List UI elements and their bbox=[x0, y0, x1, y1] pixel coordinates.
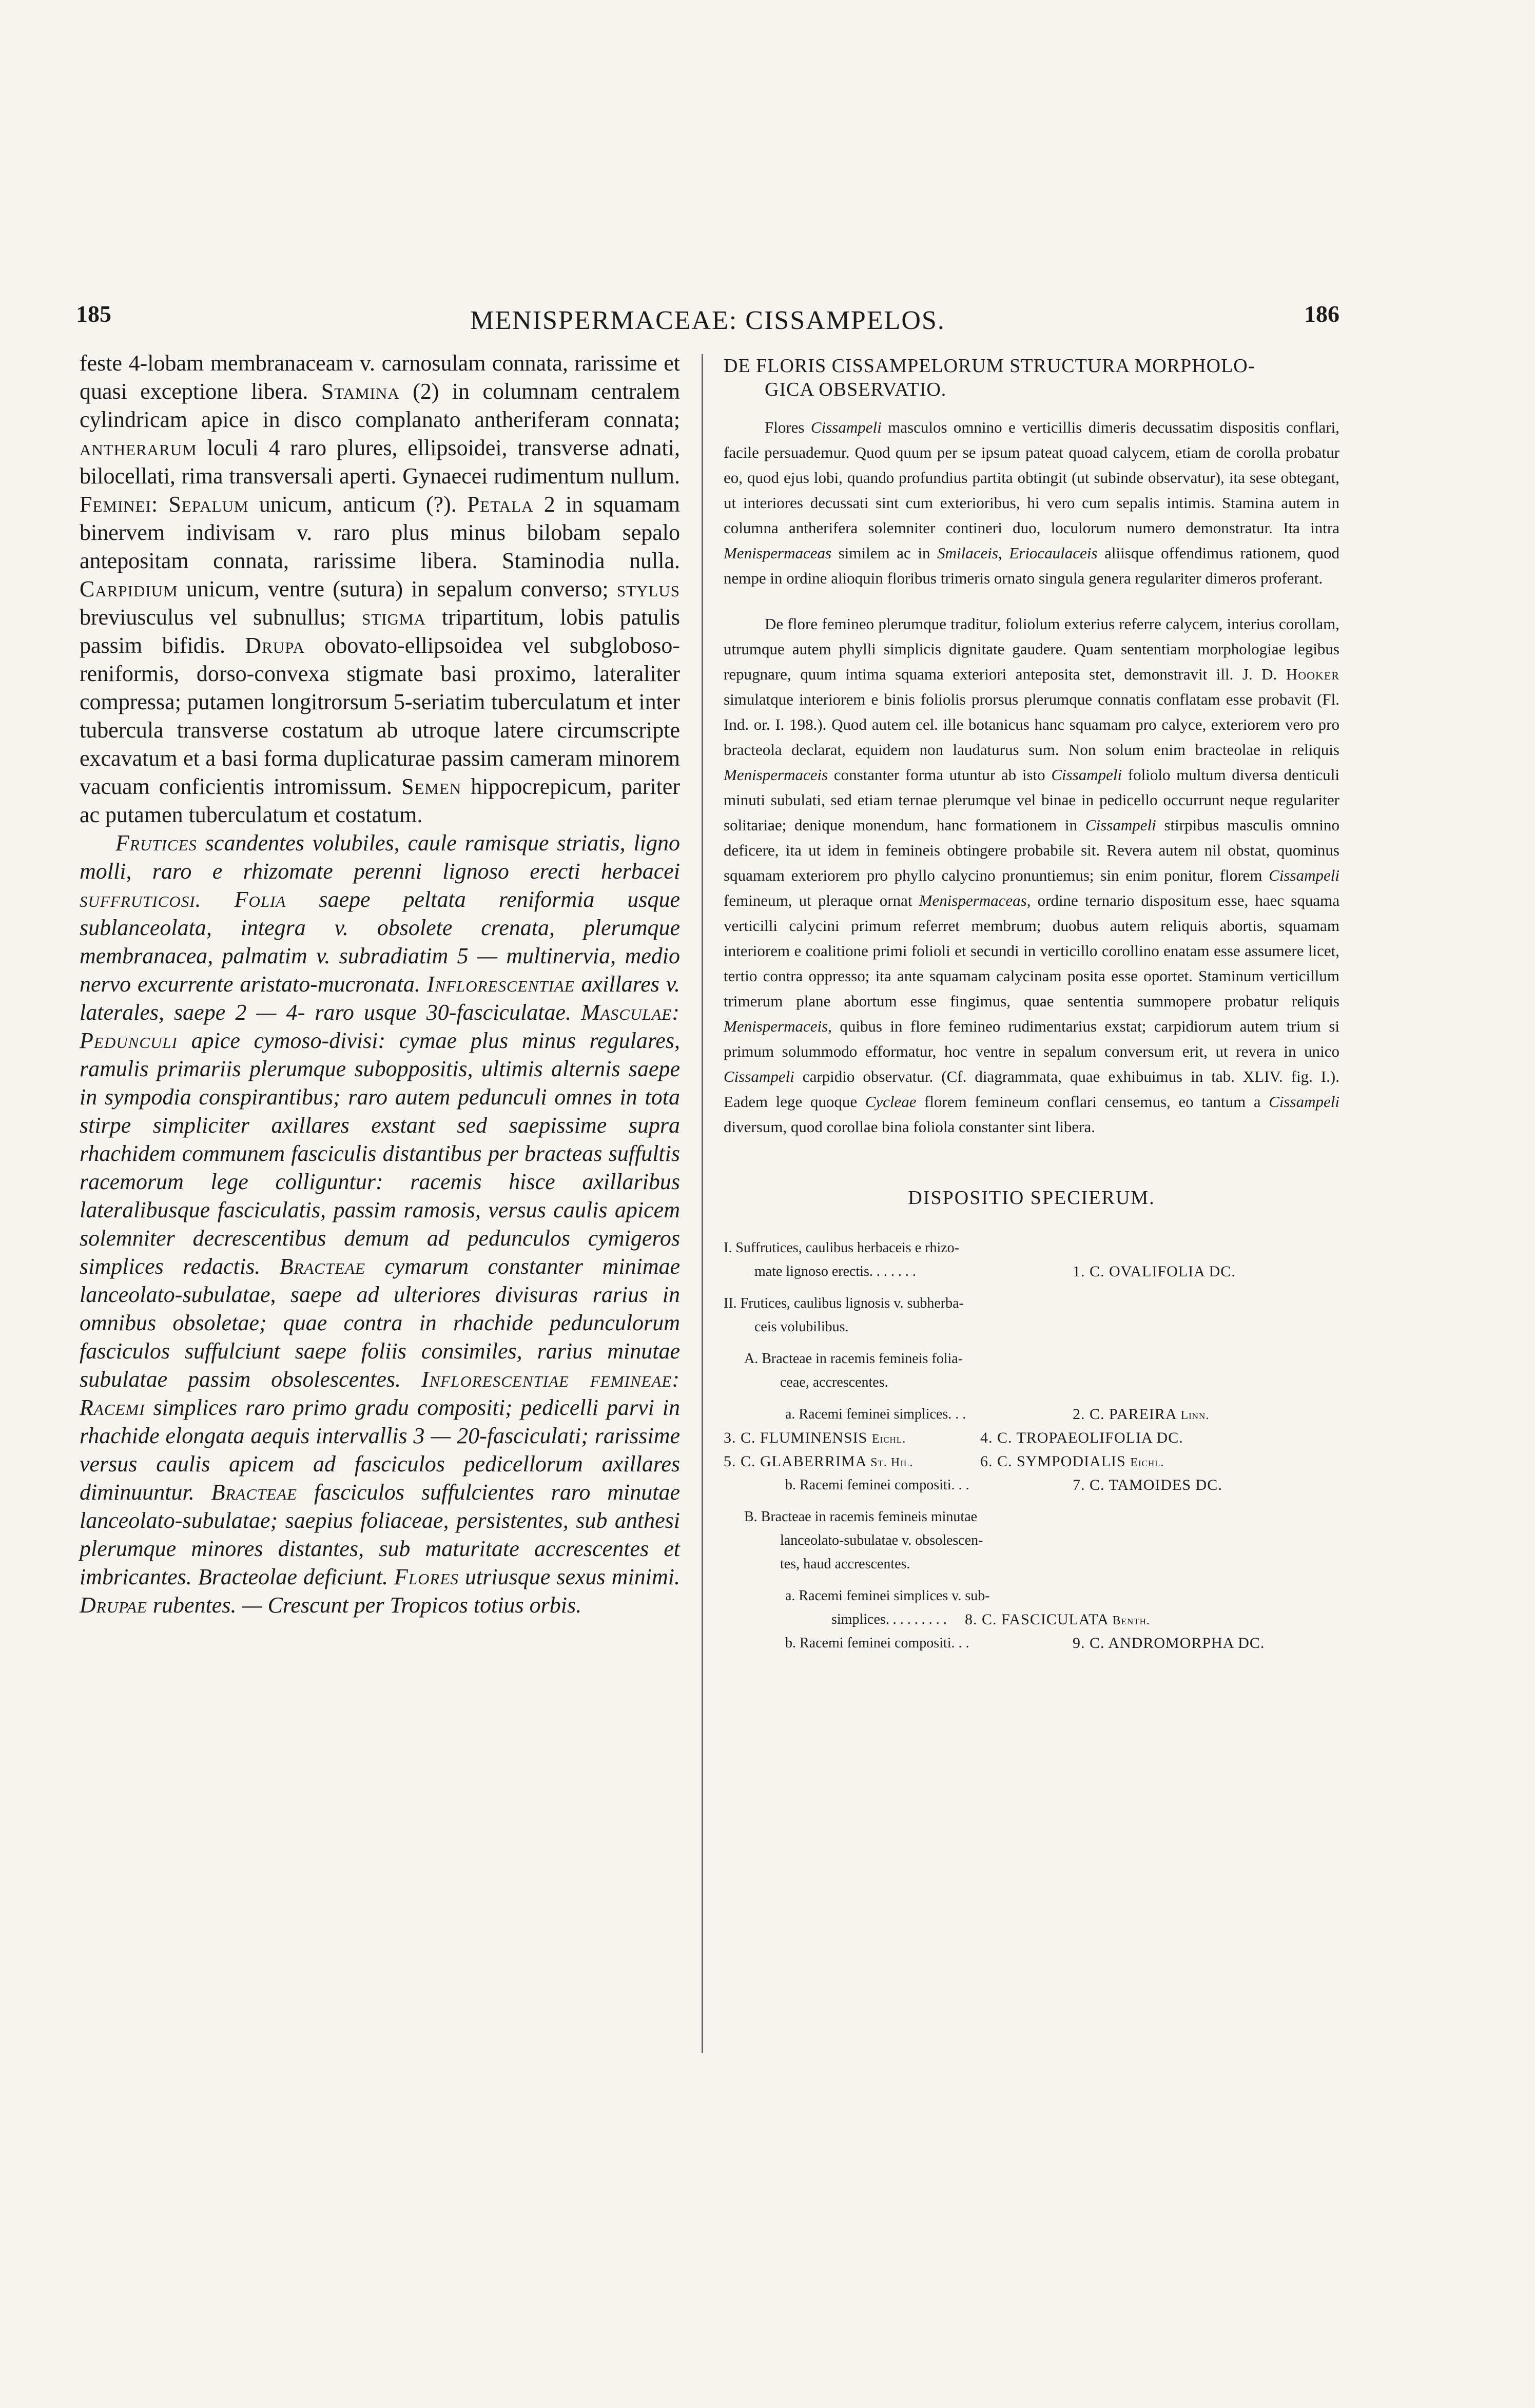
key-lead-B: B. Bracteae in racemis femineis minutae bbox=[744, 1509, 978, 1525]
right-column bbox=[724, 354, 1339, 1655]
species-key bbox=[724, 1236, 1339, 1655]
key-lead-Bb: b. Racemi feminei compositi. . . 9. C. ANDROMORPHA DC. bbox=[724, 1632, 1339, 1655]
key-lead-B-cont1: lanceolato-subulatae v. obsolescen- bbox=[780, 1532, 983, 1548]
key-lead-B-cont2: tes, haud accrescentes. bbox=[780, 1556, 910, 1572]
section-title: DE FLORIS CISSAMPELORUM STRUCTURA MORPHOLO- GICA OBSERVATIO. bbox=[724, 355, 1255, 400]
male-flower-paragraph: Flores Cissampeli masculos omnino e verticillis dimeris decussatim dispositis conflari, facile persuademur. Quod quum per se ipsum pateat quoad calycem, etiam de corolla probatur eo, quod ejus lobi, quando profundius partita obtingit (ut subinde observatur), ita sese obtegant, ut interiores decussati sint cum exterioribus, hi vero cum sepalis intimis. Stamina autem in columna antherifera solemniter contineri duo, loculorum numero demonstratur. Ita intra Menispermaceas similem ac in Smilaceis, Eriocaulaceis aliisque offendimus rationem, quod nempe in ordine alioquin floribus trimeris ornato singula genera regulariter dimeros proferant. bbox=[724, 418, 1340, 587]
column-divider bbox=[702, 354, 703, 2053]
species-key-title: DISPOSITIO SPECIERUM. bbox=[908, 1187, 1155, 1209]
species-3: 3. C. FLUMINENSIS Eichl. bbox=[724, 1429, 906, 1446]
species-4: 4. C. TROPAEOLIFOLIA DC. bbox=[980, 1429, 1183, 1446]
page-number-right: 186 bbox=[1304, 301, 1339, 327]
habit-description-paragraph: Frutices scandentes volubiles, caule ramisque striatis, ligno molli, raro e rhizomate perenni lignoso erecti herbacei suffruticosi. Folia saepe peltata reniformia usque sublanceolata, integra v. obsolete crenata, plerumque membranacea, palmatim v. subradiatim 5 — multinervia, medio nervo excurrente aristato-mucronata. Inflorescentiae axillares v. laterales, saepe 2 — 4- raro usque 30-fasciculatae. Masculae: Pedunculi apice cymoso-divisi: cymae plus minus regulares, ramulis primariis plerumque suboppositis, ultimis alternis saepe in sympodia conspirantibus; raro autem pedunculi omnes in tota stirpe simpliciter axillares exstant sed saepissime supra rhachidem communem fasciculis distantibus per bracteas suffultis racemorum lege colliguntur: racemis hisce axillaribus lateralibusque fasciculatis, passim ramosis, versus caulis apicem solemniter decrescentibus demum ad pedunculos cymigeros simplices redactis. Bracteae cymarum constanter minimae lanceolato-subulatae, saepe ad ulteriores divisuras rarius in omnibus obsoletae; quae contra in rhachide pedunculorum fasciculos suffulciunt saepe foliis consimiles, rarius minutae subulatae passim obsolescentes. Inflorescentiae femineae: Racemi simplices raro primo gradu compositi; pedicelli parvi in rhachide elongata aequis intervallis 3 — 20-fasciculati; rarissime versus caulis apicem ad fasciculos pedicellorum axillares diminuuntur. Bracteae fasciculos suffulcientes raro minutae lanceolato-subulatae; saepius foliaceae, persistentes, sub anthesi plerumque minores distantes, sub maturitate accrescentes et imbricantes. Bracteolae deficiunt. Flores utriusque sexus minimi. Drupae rubentes. — Crescunt per Tropicos totius orbis. bbox=[80, 830, 681, 1618]
key-lead-II: II. Frutices, caulibus lignosis v. subherba- bbox=[724, 1295, 964, 1311]
key-lead-Ba: a. Racemi feminei simplices v. sub- bbox=[785, 1588, 990, 1604]
female-flower-paragraph: De flore femineo plerumque traditur, foliolum exterius referre calycem, interius corollam, utrumque autem phylli simplicis dignitate gaudere. Quam sententiam morphologiae legibus repugnare, quum intima squama exteriori anteposita stet, demonstravit ill. J. D. Hooker simulatque interiorem e binis foliolis prorsus plerumque connatis conflatam esse probavit (Fl. Ind. or. I. 198.). Quod autem cel. ille botanicus hanc squamam pro calyce, exteriorem vero pro bracteola declarat, equidem non laudaturus sum. Non solum enim bracteolae in reliquis Menispermaceis constanter forma utuntur ab isto Cissampeli foliolo multum diversa denticuli minuti subulati, sed etiam ternae plerumque vel binae in pedicello occurrunt neque regulariter solitariae; denique monendum, hanc formationem in Cissampeli stirpibus masculis omnino deficere, ita ut idem in femineis obtingere probabile sit. Revera autem nil obstat, quominus squamam exteriorem pro phyllo calycino pronuntiemus; sin enim ponitur, florem Cissampeli femineum, ut pleraque ornat Menispermaceas, ordine ternario dispositum esse, haec squama verticilli calycini primum referret membrum; duobus autem reliquis abortis, squamam interiorem e coalitione primi folioli et secundi in verticillo corollino enatam esse assumere licet, tertio contra oppresso; ita ante squamam calycinam posita esse oportet. Staminum verticillum trimerum plane abortum esse fingimus, quae sententia summopere probatur reliquis Menispermaceis, quibus in flore femineo rudimentarius exstat; carpidiorum autem trium si primum solummodo efformatur, hoc ventre in sepalum conversum erit, ut revera in unico Cissampeli carpidio observatur. (Cf. diagrammata, quae exhibuimus in tab. XLIV. fig. I.). Eadem lege quoque Cycleae florem femineum conflari censemus, eo tantum a Cissampeli diversum, quod corollae bina foliola constanter sint libera. bbox=[724, 615, 1340, 1136]
species-6: 6. C. SYMPODIALIS Eichl. bbox=[980, 1453, 1164, 1470]
key-lead-Aa: a. Racemi feminei simplices. . . 2. C. PAREIRA Linn. bbox=[724, 1403, 1339, 1426]
species-8: 8. C. FASCICULATA Benth. bbox=[965, 1611, 1150, 1628]
species-9: 9. C. ANDROMORPHA DC. bbox=[1073, 1635, 1265, 1652]
key-lead-Ab: b. Racemi feminei compositi. . . 7. C. TAMOIDES DC. bbox=[724, 1473, 1339, 1497]
key-lead-I: I. Suffrutices, caulibus herbaceis e rhizo- bbox=[724, 1240, 959, 1256]
key-species-row-5-6 bbox=[724, 1450, 1339, 1473]
key-species-row-3-4 bbox=[724, 1426, 1339, 1450]
species-1: 1. C. OVALIFOLIA DC. bbox=[1073, 1263, 1236, 1280]
key-lead-Ba-cont: simplices. . . . . . . . . 8. C. FASCICULATA Benth. bbox=[724, 1608, 1339, 1632]
page-number-left: 185 bbox=[76, 301, 111, 327]
running-title: MENISPERMACEAE: CISSAMPELOS. bbox=[470, 306, 945, 335]
species-2: 2. C. PAREIRA Linn. bbox=[1073, 1406, 1210, 1423]
species-5: 5. C. GLABERRIMA St. Hil. bbox=[724, 1453, 914, 1470]
genus-description-paragraph: feste 4-lobam membranaceam v. carnosulam connata, rarissime et quasi exceptione libera. Stamina (2) in columnam centralem cylindricam apice in disco complanato antheriferam connata; antherarum loculi 4 raro plures, ellipsoidei, transverse adnati, bilocellati, rima transversali aperti. Gynaecei rudimentum nullum. Feminei: Sepalum unicum, anticum (?). Petala 2 in squamam binervem indivisam v. raro plus minus bilobam sepalo antepositam connata, rarissime libera. Staminodia nulla. Carpidium unicum, ventre (sutura) in sepalum converso; stylus breviusculus vel subnullus; stigma tripartitum, lobis patulis passim bifidis. Drupa obovato-ellipsoidea vel subgloboso-reniformis, dorso-convexa stigmate basi proximo, lateraliter compressa; putamen longitrorsum 5-seriatim tuberculatum et inter tubercula transverse costatum ab utroque latere circumscripte excavatum et a basi forma duplicaturae passim cameram minorem vacuam conficientis intromissum. Semen hippocrepicum, pariter ac putamen tuberculatum et costatum. bbox=[80, 351, 681, 827]
key-lead-A-cont: ceae, accrescentes. bbox=[780, 1374, 888, 1390]
species-7: 7. C. TAMOIDES DC. bbox=[1073, 1477, 1222, 1493]
key-lead-I-cont: mate lignoso erectis. . . . . . . 1. C. OVALIFOLIA DC. bbox=[724, 1260, 1339, 1284]
key-lead-II-cont: ceis volubilibus. bbox=[754, 1319, 849, 1335]
key-lead-A: A. Bracteae in racemis femineis folia- bbox=[744, 1351, 963, 1367]
page-header bbox=[76, 300, 1339, 341]
left-column bbox=[80, 349, 680, 1619]
